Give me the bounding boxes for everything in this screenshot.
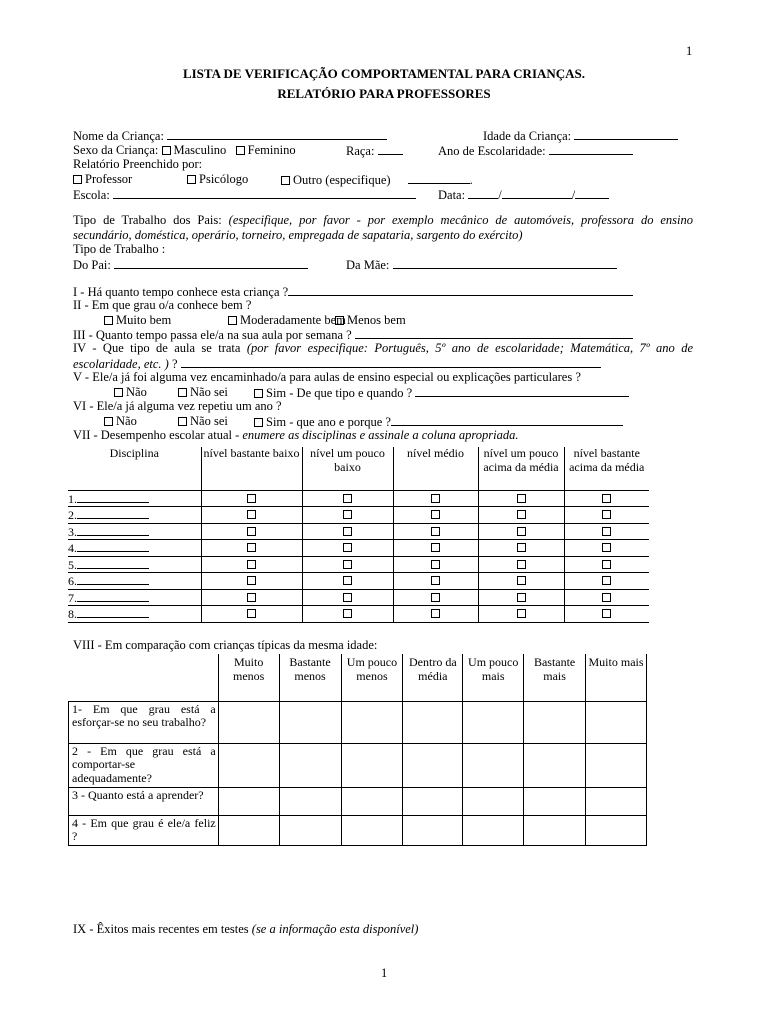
comparison-cell[interactable] xyxy=(463,743,524,787)
table-row xyxy=(68,540,649,557)
q6-no-label: Não xyxy=(116,414,137,428)
q6-dont-know-checkbox[interactable] xyxy=(178,417,187,426)
rating-cell xyxy=(393,523,478,540)
other-row: Outro (especifique) . xyxy=(281,172,473,188)
rating-checkbox[interactable] xyxy=(431,560,440,569)
table-row xyxy=(68,523,649,540)
comparison-question: 4 - Em que grau é ele/a feliz ? xyxy=(69,815,219,845)
female-checkbox[interactable] xyxy=(236,146,245,155)
rating-checkbox[interactable] xyxy=(343,609,352,618)
father-row xyxy=(73,257,308,273)
parents-work-example: (especifique, por favor - por exemplo mecânico de automóveis, professora do ensino secundário, doméstica, operário, torneiro, empregada de sapataria, sargento do exército) xyxy=(73,213,694,242)
question-6-options xyxy=(104,414,137,429)
parents-work-intro xyxy=(73,213,693,243)
date-label: Data: xyxy=(438,188,466,202)
mother-work-field[interactable] xyxy=(393,257,617,269)
header-subject: Disciplina xyxy=(68,447,201,490)
header-much-more: Muito mais xyxy=(586,654,647,701)
rating-checkbox[interactable] xyxy=(247,494,256,503)
subject-cell[interactable] xyxy=(68,540,201,557)
rating-checkbox[interactable] xyxy=(247,609,256,618)
psychologist-row xyxy=(187,172,248,187)
rating-cell xyxy=(201,556,302,573)
subject-cell[interactable] xyxy=(68,507,201,524)
page-number-bottom: 1 xyxy=(381,966,388,980)
rating-checkbox[interactable] xyxy=(602,576,611,585)
question-4 xyxy=(73,341,693,372)
rating-cell xyxy=(393,573,478,590)
filled-by-row xyxy=(73,172,132,187)
subject-field[interactable] xyxy=(77,491,149,503)
date-day-field[interactable] xyxy=(468,187,498,199)
comparison-cell[interactable] xyxy=(218,787,279,815)
professor-checkbox[interactable] xyxy=(73,175,82,184)
less-well-label: Menos bem xyxy=(347,313,406,327)
comparison-cell[interactable] xyxy=(463,787,524,815)
child-name-label: Nome da Criança: xyxy=(73,129,164,143)
male-label: Masculino xyxy=(173,143,227,157)
child-name-row xyxy=(73,128,387,144)
rating-checkbox[interactable] xyxy=(517,543,526,552)
header-well-above: nível bastante acima da média xyxy=(564,447,649,490)
comparison-table-header xyxy=(69,654,647,701)
subject-cell[interactable] xyxy=(68,556,201,573)
rating-cell xyxy=(302,490,393,507)
question-4-mark: ? xyxy=(171,357,178,371)
header-very-low: nível bastante baixo xyxy=(201,447,302,490)
rating-cell xyxy=(564,606,649,623)
table-row xyxy=(68,507,649,524)
subject-cell[interactable] xyxy=(68,589,201,606)
rating-checkbox[interactable] xyxy=(343,593,352,602)
child-age-field[interactable] xyxy=(574,128,678,140)
rating-cell xyxy=(478,490,564,507)
rating-checkbox[interactable] xyxy=(602,543,611,552)
comparison-table-body xyxy=(69,701,647,845)
rating-cell xyxy=(201,589,302,606)
question-6: VI - Ele/a já alguma vez repetiu um ano ? xyxy=(73,399,282,413)
comparison-question: 2 - Em que grau está a comportar-se adequadamente? xyxy=(69,743,219,787)
section-8-title: VIII - Em comparação com crianças típicas da mesma idade: xyxy=(73,638,378,652)
subject-number: 5. xyxy=(68,557,77,572)
report-filled-label: Relatório Preenchido por: xyxy=(73,157,203,171)
rating-cell xyxy=(302,573,393,590)
rating-checkbox[interactable] xyxy=(247,543,256,552)
section-9-title: IX - Êxitos mais recentes em testes xyxy=(73,922,249,936)
rating-checkbox[interactable] xyxy=(517,527,526,536)
very-well-label: Muito bem xyxy=(116,313,172,327)
child-age-row xyxy=(483,128,678,144)
rating-cell xyxy=(564,507,649,524)
rating-cell xyxy=(478,507,564,524)
comparison-cell[interactable] xyxy=(341,743,403,787)
race-label: Raça: xyxy=(346,144,375,158)
school-row xyxy=(73,187,416,203)
q5-dont-know-checkbox[interactable] xyxy=(178,388,187,397)
subject-field[interactable] xyxy=(77,590,149,602)
rating-cell xyxy=(564,573,649,590)
comparison-row xyxy=(69,787,647,815)
comparison-cell[interactable] xyxy=(586,787,647,815)
comparison-cell[interactable] xyxy=(524,787,586,815)
rating-checkbox[interactable] xyxy=(343,576,352,585)
comparison-cell[interactable] xyxy=(218,701,279,743)
header-little-more: Um pouco mais xyxy=(463,654,524,701)
table-row xyxy=(68,573,649,590)
subject-field[interactable] xyxy=(77,557,149,569)
question-3-text: III - Quanto tempo passa ele/a na sua aula por semana ? xyxy=(73,328,352,342)
section-9 xyxy=(73,922,418,937)
rating-cell xyxy=(478,606,564,623)
header-little-less: Um pouco menos xyxy=(341,654,403,701)
subject-field[interactable] xyxy=(77,540,149,552)
rating-cell xyxy=(201,523,302,540)
comparison-row xyxy=(69,815,647,845)
subject-number: 2. xyxy=(68,508,77,522)
rating-cell xyxy=(201,573,302,590)
rating-cell xyxy=(478,573,564,590)
rating-checkbox[interactable] xyxy=(431,527,440,536)
rating-checkbox[interactable] xyxy=(517,593,526,602)
subjects-table xyxy=(68,447,649,623)
header-quite-more: Bastante mais xyxy=(524,654,586,701)
question-4-example: (por favor especifique: Português, 5º ano de escolaridade; Matemática, 7º ano de escolaridade, etc. ) xyxy=(73,341,693,371)
subject-field[interactable] xyxy=(77,507,149,519)
question-2-options xyxy=(104,313,171,328)
comparison-cell[interactable] xyxy=(463,815,524,845)
rating-checkbox[interactable] xyxy=(602,527,611,536)
female-label: Feminino xyxy=(247,143,296,157)
question-3-field[interactable] xyxy=(355,327,633,339)
question-7 xyxy=(73,428,519,443)
header-average: nível médio xyxy=(393,447,478,490)
mother-label: Da Mãe: xyxy=(346,258,390,272)
rating-cell xyxy=(478,589,564,606)
section-9-note: (se a informação esta disponível) xyxy=(251,922,419,936)
rating-cell xyxy=(478,523,564,540)
question-4-field[interactable] xyxy=(181,356,601,368)
child-sex-row xyxy=(73,143,296,158)
rating-checkbox[interactable] xyxy=(343,527,352,536)
subject-number: 3. xyxy=(68,524,77,539)
rating-cell xyxy=(564,490,649,507)
rating-checkbox[interactable] xyxy=(431,494,440,503)
father-work-field[interactable] xyxy=(114,257,308,269)
subject-cell[interactable] xyxy=(68,606,201,623)
rating-cell xyxy=(564,523,649,540)
rating-cell xyxy=(564,556,649,573)
rating-cell xyxy=(393,540,478,557)
school-year-row xyxy=(438,143,633,159)
subject-field[interactable] xyxy=(77,606,149,618)
rating-cell xyxy=(393,589,478,606)
rating-cell xyxy=(393,556,478,573)
date-row: Data: / / xyxy=(438,187,609,203)
rating-checkbox[interactable] xyxy=(602,609,611,618)
subject-field[interactable] xyxy=(77,524,149,536)
question-5: V - Ele/a já foi alguma vez encaminhado/a para aulas de ensino especial ou explicações particulares ? xyxy=(73,370,581,384)
moderately-well-label: Moderadamente bem xyxy=(240,313,346,327)
comparison-cell[interactable] xyxy=(403,743,463,787)
table-row xyxy=(68,589,649,606)
question-5-options xyxy=(114,385,147,400)
question-1-text: I - Há quanto tempo conhece esta criança ? xyxy=(73,285,289,299)
comparison-cell[interactable] xyxy=(218,743,279,787)
rating-checkbox[interactable] xyxy=(431,510,440,519)
rating-checkbox[interactable] xyxy=(247,527,256,536)
subject-field[interactable] xyxy=(77,573,149,585)
comparison-cell[interactable] xyxy=(279,743,341,787)
comparison-cell[interactable] xyxy=(524,701,586,743)
work-type-label: Tipo de Trabalho : xyxy=(73,242,166,256)
header-within-average: Dentro da média xyxy=(403,654,463,701)
comparison-table xyxy=(68,654,647,846)
subjects-table-header xyxy=(68,447,649,490)
question-1-field[interactable] xyxy=(288,284,633,296)
rating-cell xyxy=(564,589,649,606)
q5-yes-field[interactable] xyxy=(415,385,629,397)
document-subtitle: RELATÓRIO PARA PROFESSORES xyxy=(277,86,491,101)
rating-checkbox[interactable] xyxy=(517,576,526,585)
rating-cell xyxy=(564,540,649,557)
page-number-top: 1 xyxy=(686,44,693,58)
subject-cell[interactable] xyxy=(68,523,201,540)
subject-number: 7. xyxy=(68,590,77,605)
comparison-cell[interactable] xyxy=(463,701,524,743)
header-slightly-above: nível um pouco acima da média xyxy=(478,447,564,490)
rating-checkbox[interactable] xyxy=(431,593,440,602)
other-checkbox[interactable] xyxy=(281,176,290,185)
q6-no-checkbox[interactable] xyxy=(104,417,113,426)
school-year-label: Ano de Escolaridade: xyxy=(438,144,546,158)
school-year-field[interactable] xyxy=(549,143,633,155)
question-5-option-2 xyxy=(178,385,228,400)
comparison-row xyxy=(69,743,647,787)
comparison-cell[interactable] xyxy=(524,815,586,845)
rating-cell xyxy=(201,540,302,557)
rating-cell xyxy=(393,507,478,524)
q5-no-checkbox[interactable] xyxy=(114,388,123,397)
rating-checkbox[interactable] xyxy=(517,510,526,519)
comparison-cell[interactable] xyxy=(524,743,586,787)
q5-dont-know-label: Não sei xyxy=(190,385,228,399)
q6-yes-label: Sim - que ano e porque ? xyxy=(266,415,391,429)
rating-checkbox[interactable] xyxy=(343,560,352,569)
comparison-cell[interactable] xyxy=(341,815,403,845)
rating-checkbox[interactable] xyxy=(343,510,352,519)
header-much-less: Muito menos xyxy=(218,654,279,701)
psychologist-label: Psicólogo xyxy=(199,172,249,186)
rating-cell xyxy=(201,606,302,623)
q5-yes-label: Sim - De que tipo e quando ? xyxy=(266,386,413,400)
subject-number: 8. xyxy=(68,607,77,621)
comparison-cell[interactable] xyxy=(403,815,463,845)
subject-number: 6. xyxy=(68,574,77,588)
q6-yes-checkbox[interactable] xyxy=(254,418,263,427)
rating-cell xyxy=(302,606,393,623)
subjects-table-body xyxy=(68,490,649,622)
question-2-option-3 xyxy=(335,313,406,328)
rating-checkbox[interactable] xyxy=(431,543,440,552)
comparison-cell[interactable] xyxy=(403,701,463,743)
moderately-well-checkbox[interactable] xyxy=(228,316,237,325)
q6-yes-field[interactable] xyxy=(391,414,623,426)
q5-no-label: Não xyxy=(126,385,147,399)
rating-cell xyxy=(302,523,393,540)
table-row xyxy=(68,606,649,623)
child-sex-label: Sexo da Criança: xyxy=(73,143,159,157)
q5-yes-checkbox[interactable] xyxy=(254,389,263,398)
header-slightly-low: nível um pouco baixo xyxy=(302,447,393,490)
comparison-question: 3 - Quanto está a aprender? xyxy=(69,787,219,815)
child-age-label: Idade da Criança: xyxy=(483,129,572,143)
comparison-cell[interactable] xyxy=(279,787,341,815)
comparison-cell[interactable] xyxy=(586,743,647,787)
comparison-question: 1- Em que grau está a esforçar-se no seu trabalho? xyxy=(69,701,219,743)
document-title: LISTA DE VERIFICAÇÃO COMPORTAMENTAL PARA CRIANÇAS. xyxy=(182,66,586,81)
rating-checkbox[interactable] xyxy=(602,510,611,519)
q6-dont-know-label: Não sei xyxy=(190,414,228,428)
very-well-checkbox[interactable] xyxy=(104,316,113,325)
question-4-text: IV - Que tipo de aula se trata xyxy=(73,341,241,355)
question-6-option-2 xyxy=(178,414,228,429)
date-month-field[interactable] xyxy=(502,187,572,199)
rating-checkbox[interactable] xyxy=(431,576,440,585)
child-name-field[interactable] xyxy=(167,128,387,140)
comparison-cell[interactable] xyxy=(586,815,647,845)
rating-cell xyxy=(393,606,478,623)
subject-number: 4. xyxy=(68,541,77,555)
rating-checkbox[interactable] xyxy=(247,510,256,519)
rating-cell xyxy=(302,540,393,557)
rating-checkbox[interactable] xyxy=(343,494,352,503)
rating-checkbox[interactable] xyxy=(247,593,256,602)
rating-checkbox[interactable] xyxy=(602,494,611,503)
subject-number: 1. xyxy=(68,491,77,506)
rating-checkbox[interactable] xyxy=(602,560,611,569)
father-label: Do Pai: xyxy=(73,258,111,272)
rating-cell xyxy=(201,507,302,524)
question-2-option-2 xyxy=(228,313,346,328)
parents-work-label: Tipo de Trabalho dos Pais: xyxy=(73,213,222,227)
header-quite-less: Bastante menos xyxy=(279,654,341,701)
rating-cell xyxy=(302,589,393,606)
rating-checkbox[interactable] xyxy=(517,494,526,503)
psychologist-checkbox[interactable] xyxy=(187,175,196,184)
professor-label: Professor xyxy=(85,172,133,186)
race-row xyxy=(346,143,403,159)
comparison-cell[interactable] xyxy=(279,815,341,845)
rating-checkbox[interactable] xyxy=(517,560,526,569)
comparison-cell[interactable] xyxy=(341,787,403,815)
date-year-field[interactable] xyxy=(575,187,609,199)
other-label: Outro (especifique) xyxy=(293,173,391,187)
rating-checkbox[interactable] xyxy=(602,593,611,602)
table-row xyxy=(68,490,649,507)
question-2: II - Em que grau o/a conhece bem ? xyxy=(73,298,252,312)
rating-cell xyxy=(478,540,564,557)
less-well-checkbox[interactable] xyxy=(335,316,344,325)
rating-cell xyxy=(201,490,302,507)
comparison-row xyxy=(69,701,647,743)
question-7-instruction: enumere as disciplinas e assinale a coluna apropriada. xyxy=(242,428,519,442)
question-7-text: VII - Desempenho escolar atual - xyxy=(73,428,240,442)
race-field[interactable] xyxy=(378,143,403,155)
rating-checkbox[interactable] xyxy=(247,560,256,569)
comparison-cell[interactable] xyxy=(279,701,341,743)
rating-checkbox[interactable] xyxy=(431,609,440,618)
subject-cell[interactable] xyxy=(68,490,201,507)
rating-checkbox[interactable] xyxy=(247,576,256,585)
rating-cell xyxy=(302,507,393,524)
table-row xyxy=(68,556,649,573)
mother-row xyxy=(346,257,617,273)
rating-checkbox[interactable] xyxy=(343,543,352,552)
rating-cell xyxy=(302,556,393,573)
school-label: Escola: xyxy=(73,188,110,202)
school-field[interactable] xyxy=(113,187,416,199)
comparison-cell[interactable] xyxy=(403,787,463,815)
rating-cell xyxy=(478,556,564,573)
other-field[interactable] xyxy=(408,172,470,184)
rating-cell xyxy=(393,490,478,507)
comparison-cell[interactable] xyxy=(341,701,403,743)
question-5-option-3 xyxy=(254,385,629,401)
comparison-cell[interactable] xyxy=(586,701,647,743)
subject-cell[interactable] xyxy=(68,573,201,590)
rating-checkbox[interactable] xyxy=(517,609,526,618)
header-blank xyxy=(69,654,219,701)
comparison-cell[interactable] xyxy=(218,815,279,845)
male-checkbox[interactable] xyxy=(162,146,171,155)
